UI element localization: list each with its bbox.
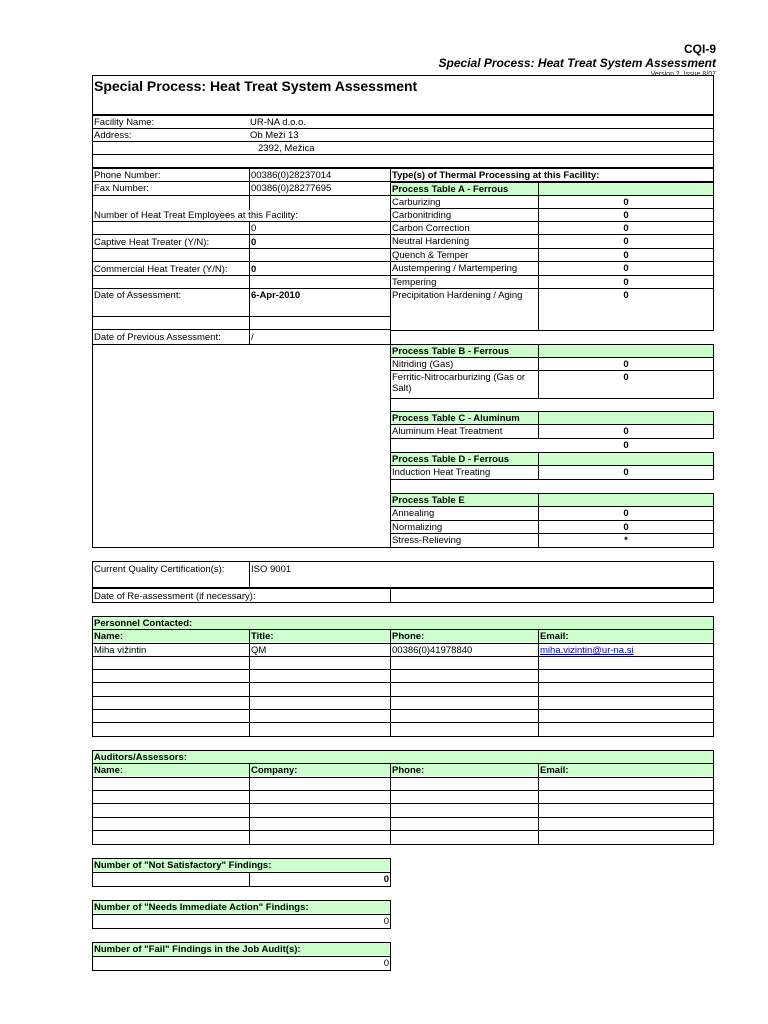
table-a-row-name: Carburizing <box>392 197 441 208</box>
captive-label: Captive Heat Treater (Y/N): <box>94 237 210 248</box>
personnel-col-phone: Phone: <box>392 631 425 642</box>
table-a-row-name: Tempering <box>392 277 437 288</box>
table-d-row-name: Induction Heat Treating <box>392 467 491 478</box>
assessment-date-label: Date of Assessment: <box>94 290 182 301</box>
table-a-row-value[interactable]: 0 <box>623 223 629 234</box>
employees-label: Number of Heat Treat Employees at this Facility: <box>94 210 298 221</box>
table-c-title: Process Table C - Aluminum <box>392 413 520 424</box>
document-code: CQI-9 <box>683 42 716 56</box>
facility-name-label: Facility Name: <box>94 117 155 128</box>
address-line2[interactable]: 2392, Mežica <box>258 143 315 154</box>
address-label: Address: <box>94 130 132 141</box>
personnel-col-email: Email: <box>540 631 569 642</box>
table-d-title: Process Table D - Ferrous <box>392 454 510 465</box>
personnel-col-title: Title: <box>251 631 274 642</box>
certification-label: Current Quality Certification(s): <box>94 564 225 575</box>
not-satisfactory-label: Number of "Not Satisfactory" Findings: <box>94 860 272 871</box>
fail-findings-label: Number of "Fail" Findings in the Job Audit(s): <box>94 944 301 955</box>
auditors-col-email: Email: <box>540 765 569 776</box>
table-c-row-name: Aluminum Heat Treatment <box>392 426 503 437</box>
fail-findings-value[interactable]: 0 <box>383 958 389 969</box>
table-a-row-name: Carbonitriding <box>392 210 452 221</box>
table-e-row-name: Stress-Relieving <box>392 535 462 546</box>
auditors-col-company: Company: <box>251 765 298 776</box>
document-subtitle: Special Process: Heat Treat System Assessment <box>438 56 716 70</box>
facility-name-value[interactable]: UR-NA d.o.o. <box>250 117 306 128</box>
thermal-heading: Type(s) of Thermal Processing at this Facility: <box>392 170 600 181</box>
document-version: Version 2, Issue 8/07 <box>650 71 716 76</box>
personnel-col-name: Name: <box>94 631 124 642</box>
previous-date-value[interactable]: / <box>251 332 254 343</box>
table-a-row-name: Austempering / Martempering <box>392 263 518 274</box>
table-a-row-value[interactable]: 0 <box>623 263 629 274</box>
table-e-row-value[interactable]: 0 <box>623 522 629 533</box>
table-b-title: Process Table B - Ferrous <box>392 346 510 357</box>
commercial-label: Commercial Heat Treater (Y/N): <box>94 264 228 275</box>
auditors-heading: Auditors/Assessors: <box>94 752 187 763</box>
page-title: Special Process: Heat Treat System Assessment <box>94 78 418 94</box>
auditors-col-phone: Phone: <box>392 765 425 776</box>
table-a-row-name: Carbon Correction <box>392 223 470 234</box>
table-e-row-name: Normalizing <box>392 522 443 533</box>
fax-label: Fax Number: <box>94 183 149 194</box>
address-line1[interactable]: Ob Meži 13 <box>250 130 299 141</box>
table-a-row-value[interactable]: 0 <box>623 250 629 261</box>
personnel-phone[interactable]: 00386(0)41978840 <box>392 645 473 656</box>
personnel-title[interactable]: QM <box>251 645 267 656</box>
table-a-row-value[interactable]: 0 <box>623 277 629 288</box>
assessment-date-value[interactable]: 6-Apr-2010 <box>251 290 301 301</box>
table-a-row-name: Precipitation Hardening / Aging <box>392 290 523 301</box>
table-b-row-value[interactable]: 0 <box>623 372 629 383</box>
reassessment-label: Date of Re-assessment (if necessary): <box>94 591 256 602</box>
table-b-row-name: Ferritic-Nitrocarburizing (Gas or <box>392 372 526 383</box>
table-b-row-name-cont: Salt) <box>392 383 412 394</box>
certification-value[interactable]: ISO 9001 <box>251 564 292 575</box>
left-blank-area <box>92 329 391 548</box>
personnel-email-link[interactable]: miha.vizintin@ur-na.si <box>540 645 634 656</box>
commercial-value[interactable]: 0 <box>251 264 257 275</box>
table-a-row-value[interactable]: 0 <box>623 290 629 301</box>
phone-value[interactable]: 00386(0)28237014 <box>251 170 332 181</box>
table-e-row-name: Annealing <box>392 508 435 519</box>
table-a-row-value[interactable]: 0 <box>623 236 629 247</box>
table-b-row-value[interactable]: 0 <box>623 359 629 370</box>
captive-value[interactable]: 0 <box>251 237 257 248</box>
fax-value[interactable]: 00386(0)28277695 <box>251 183 332 194</box>
immediate-action-label: Number of "Needs Immediate Action" Findings: <box>94 902 309 913</box>
table-c-extra-value[interactable]: 0 <box>623 440 629 451</box>
employees-value[interactable]: 0 <box>251 223 257 234</box>
table-c-row-value[interactable]: 0 <box>623 426 629 437</box>
immediate-action-value[interactable]: 0 <box>383 916 389 927</box>
table-a-row-name: Neutral Hardening <box>392 236 470 247</box>
table-e-title: Process Table E <box>392 495 465 506</box>
phone-label: Phone Number: <box>94 170 161 181</box>
table-a-row-value[interactable]: 0 <box>623 197 629 208</box>
previous-date-label: Date of Previous Assessment: <box>94 332 221 343</box>
auditors-col-name: Name: <box>94 765 124 776</box>
table-a-row-value[interactable]: 0 <box>623 210 629 221</box>
table-d-row-value[interactable]: 0 <box>623 467 629 478</box>
table-a-row-name: Quench & Temper <box>392 250 469 261</box>
personnel-heading: Personnel Contacted: <box>94 618 193 629</box>
table-b-row-name: Nitriding (Gas) <box>392 359 454 370</box>
table-e-row-value[interactable]: 0 <box>623 508 629 519</box>
personnel-name[interactable]: Miha vižintin <box>94 645 147 656</box>
not-satisfactory-value[interactable]: 0 <box>383 874 389 885</box>
table-a-title: Process Table A - Ferrous <box>392 184 509 195</box>
table-e-row-value[interactable]: * <box>624 535 628 546</box>
